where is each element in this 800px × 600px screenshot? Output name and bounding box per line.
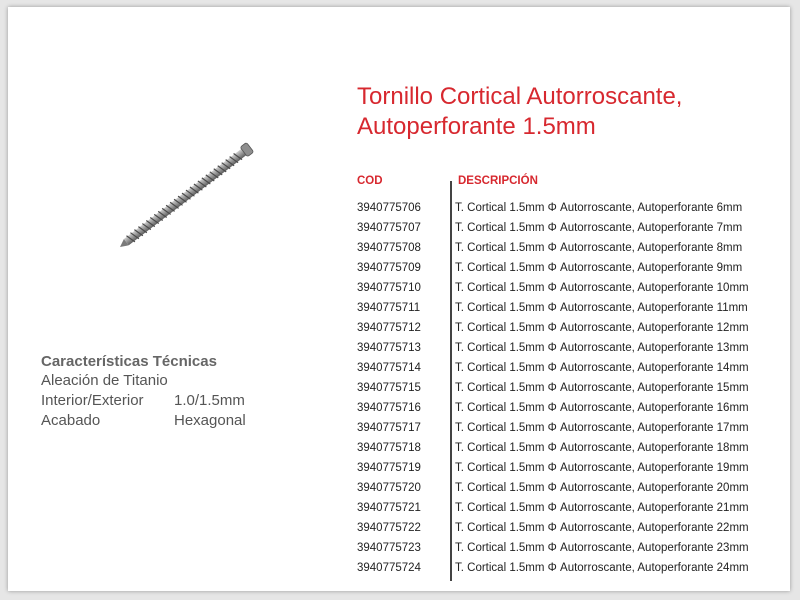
row-description: T. Cortical 1.5mm Φ Autorroscante, Autoperforante 6mm [455,202,743,214]
row-description: T. Cortical 1.5mm Φ Autorroscante, Autoperforante 9mm [455,262,743,274]
table-row [357,538,782,558]
table-row [357,398,782,418]
spec-value: 1.0/1.5mm [174,392,245,409]
table-row [357,458,782,478]
spec-row-finish [41,411,301,431]
row-code: 3940775723 [357,542,421,554]
row-description: T. Cortical 1.5mm Φ Autorroscante, Autoperforante 7mm [455,222,743,234]
header-code: COD [357,175,383,187]
table-row [357,278,782,298]
table-row [357,438,782,458]
row-description: T. Cortical 1.5mm Φ Autorroscante, Autoperforante 24mm [455,562,749,574]
row-description: T. Cortical 1.5mm Φ Autorroscante, Autoperforante 17mm [455,422,749,434]
row-description: T. Cortical 1.5mm Φ Autorroscante, Autoperforante 23mm [455,542,749,554]
row-code: 3940775714 [357,362,421,374]
table-row [357,558,782,578]
product-table [357,173,782,578]
table-row [357,198,782,218]
table-row [357,298,782,318]
table-row [357,498,782,518]
row-code: 3940775712 [357,322,421,334]
spec-label: Acabado [41,412,101,429]
table-row [357,478,782,498]
row-description: T. Cortical 1.5mm Φ Autorroscante, Autoperforante 21mm [455,502,749,514]
table-header [357,173,782,198]
row-description: T. Cortical 1.5mm Φ Autorroscante, Autoperforante 16mm [455,402,749,414]
row-code: 3940775711 [357,302,421,314]
specs-title: Características Técnicas [41,353,217,370]
row-code: 3940775713 [357,342,421,354]
row-code: 3940775708 [357,242,421,254]
row-code: 3940775715 [357,382,421,394]
row-code: 3940775722 [357,522,421,534]
table-row [357,258,782,278]
row-description: T. Cortical 1.5mm Φ Autorroscante, Autoperforante 13mm [455,342,749,354]
technical-specs [41,353,301,431]
row-description: T. Cortical 1.5mm Φ Autorroscante, Autoperforante 12mm [455,322,749,334]
product-title [357,82,777,142]
table-row [357,238,782,258]
spec-material-value: Aleación de Titanio [41,372,168,389]
row-code: 3940775706 [357,202,421,214]
product-title-line-2: Autoperforante 1.5mm [357,113,596,140]
row-code: 3940775716 [357,402,421,414]
row-description: T. Cortical 1.5mm Φ Autorroscante, Autoperforante 15mm [455,382,749,394]
table-row [357,338,782,358]
header-description: DESCRIPCIÓN [458,175,538,187]
catalog-card [8,7,790,591]
table-row [357,358,782,378]
row-description: T. Cortical 1.5mm Φ Autorroscante, Autoperforante 10mm [455,282,749,294]
row-code: 3940775709 [357,262,421,274]
row-code: 3940775707 [357,222,421,234]
table-row [357,518,782,538]
row-description: T. Cortical 1.5mm Φ Autorroscante, Autoperforante 22mm [455,522,749,534]
table-row [357,218,782,238]
product-title-line-1: Tornillo Cortical Autorroscante, [357,83,683,110]
table-row [357,378,782,398]
row-description: T. Cortical 1.5mm Φ Autorroscante, Autoperforante 14mm [455,362,749,374]
spec-value: Hexagonal [174,412,246,429]
row-code: 3940775720 [357,482,421,494]
table-row [357,418,782,438]
row-code: 3940775721 [357,502,421,514]
row-code: 3940775724 [357,562,421,574]
row-description: T. Cortical 1.5mm Φ Autorroscante, Autoperforante 18mm [455,442,749,454]
row-code: 3940775717 [357,422,421,434]
row-code: 3940775719 [357,462,421,474]
row-description: T. Cortical 1.5mm Φ Autorroscante, Autoperforante 19mm [455,462,749,474]
row-code: 3940775718 [357,442,421,454]
table-body [357,198,782,578]
row-description: T. Cortical 1.5mm Φ Autorroscante, Autoperforante 20mm [455,482,749,494]
screw-image [108,135,268,260]
spec-label: Interior/Exterior [41,392,144,409]
row-code: 3940775710 [357,282,421,294]
row-description: T. Cortical 1.5mm Φ Autorroscante, Autoperforante 11mm [455,302,748,314]
table-row [357,318,782,338]
spec-material [41,371,301,391]
spec-row-diameter [41,391,301,411]
row-description: T. Cortical 1.5mm Φ Autorroscante, Autoperforante 8mm [455,242,743,254]
